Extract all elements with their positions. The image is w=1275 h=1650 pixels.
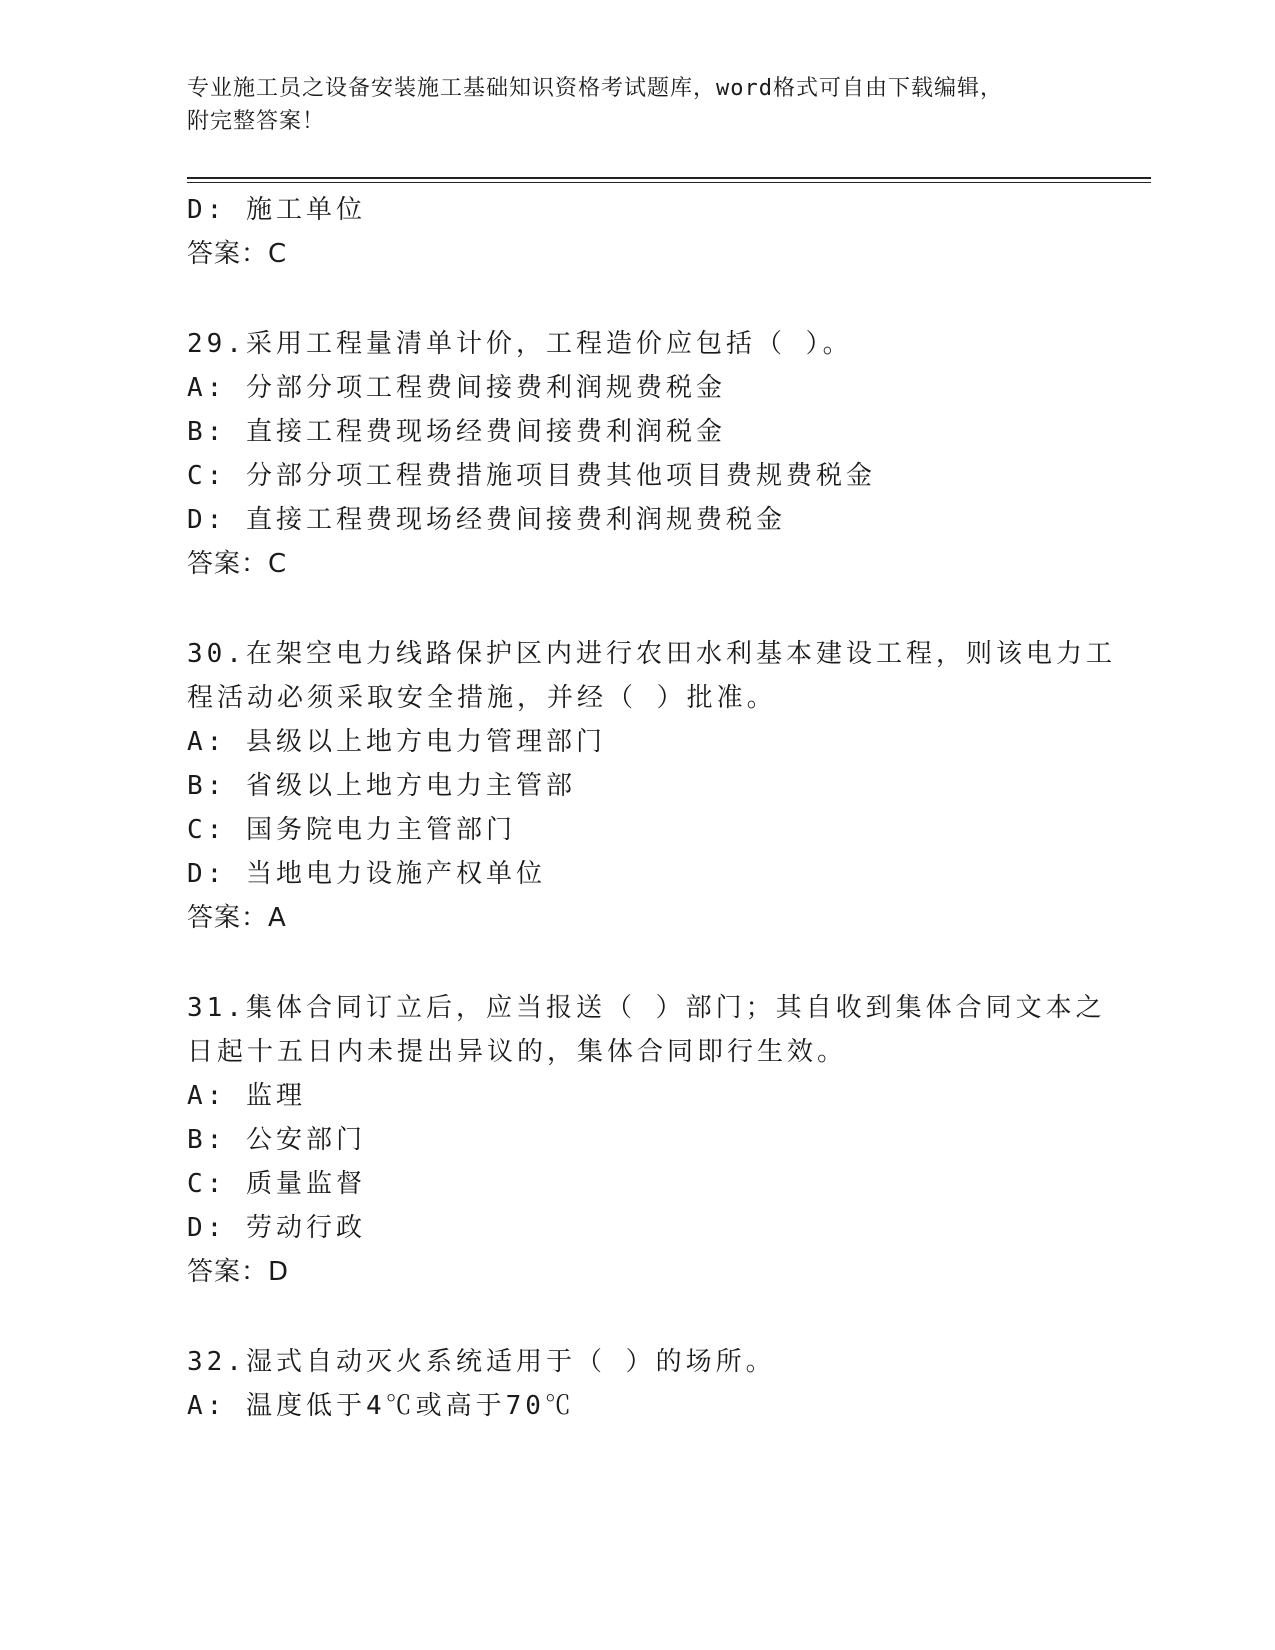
q29-answer: 答案：C [187, 549, 288, 579]
q31-option-b: B: 公安部门 [187, 1125, 366, 1155]
q30-option-d: D: 当地电力设施产权单位 [187, 859, 546, 889]
q29-option-c: C: 分部分项工程费措施项目费其他项目费规费税金 [187, 461, 876, 491]
q29-option-b: B: 直接工程费现场经费间接费利润税金 [187, 417, 726, 447]
prev-answer: 答案：C [187, 239, 288, 269]
prev-option-d: D: 施工单位 [187, 195, 366, 225]
page-header [187, 72, 1087, 138]
q29-option-d: D: 直接工程费现场经费间接费利润规费税金 [187, 505, 786, 535]
q31-stem-line-1: 31.集体合同订立后，应当报送（ ）部门；其自收到集体合同文本之 [187, 993, 1106, 1023]
q31-option-a: A: 监理 [187, 1081, 306, 1111]
header-title-line-1: 专业施工员之设备安装施工基础知识资格考试题库，word格式可自由下载编辑， [187, 76, 1003, 101]
q31-answer: 答案：D [187, 1257, 290, 1287]
q31-option-d: D: 劳动行政 [187, 1213, 366, 1243]
q31-stem-line-2: 日起十五日内未提出异议的，集体合同即行生效。 [187, 1037, 848, 1067]
q30-option-b: B: 省级以上地方电力主管部 [187, 771, 576, 801]
q32-stem: 32.湿式自动灭火系统适用于（ ）的场所。 [187, 1347, 776, 1377]
q30-answer: 答案：A [187, 903, 287, 933]
q30-stem-line-1: 30.在架空电力线路保护区内进行农田水利基本建设工程，则该电力工 [187, 639, 1116, 669]
header-title-line-2: 附完整答案！ [187, 109, 326, 134]
q32-option-a: A: 温度低于4℃或高于70℃ [187, 1391, 575, 1421]
q29-option-a: A: 分部分项工程费间接费利润规费税金 [187, 373, 726, 403]
q29-stem: 29.采用工程量清单计价，工程造价应包括（ ）。 [187, 329, 853, 359]
q30-stem-line-2: 程活动必须采取安全措施，并经（ ）批准。 [187, 683, 777, 713]
q31-option-c: C: 质量监督 [187, 1169, 366, 1199]
q30-option-a: A: 县级以上地方电力管理部门 [187, 727, 606, 757]
q30-option-c: C: 国务院电力主管部门 [187, 815, 516, 845]
header-divider [187, 177, 1151, 183]
